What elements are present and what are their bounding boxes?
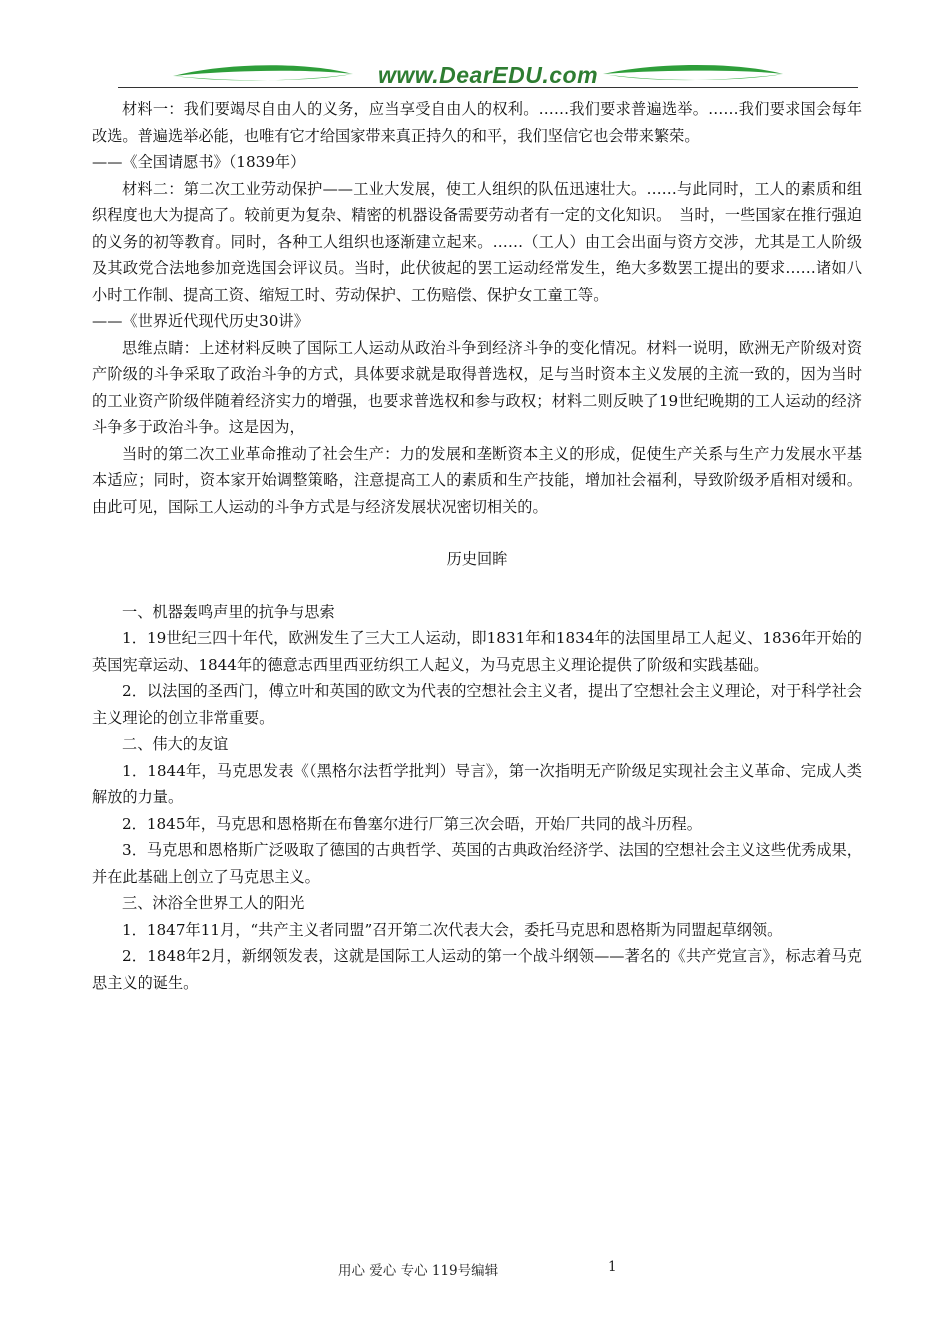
- list-item: 1．1847年11月，“共产主义者同盟”召开第二次代表大会，委托马克思和恩格斯为同盟起草纲领。: [122, 920, 783, 939]
- analysis-paragraph: 思维点睛：上述材料反映了国际工人运动从政治斗争到经济斗争的变化情况。材料一说明，欧洲无产阶级对资产阶级的斗争采取了政治斗争的方式，具体要求就是取得普选权，足与当时资本主义发展的主流一致的，因为当时的工业资产阶级伴随着经济实力的增强，也要求普选权和参与政权；材料二则反映了19世纪晚期的工人运动的经济斗争多于政治斗争。这是因为，: [92, 338, 862, 436]
- section-title: 历史回眸: [446, 550, 508, 568]
- material-two-source: ——《世界近代现代历史30讲》: [92, 312, 309, 330]
- analysis-continuation-paragraph: 当时的第二次工业革命推动了社会生产：力的发展和垄断资本主义的形成，促使生产关系与生产力发展水平基本适应；同时，资本家开始调整策略，注意提高工人的素质和生产技能，增加社会福利，导致阶级矛盾相对缓和。由此可见，国际工人运动的斗争方式是与经济发展状况密切相关的。: [92, 444, 862, 516]
- document-body: [92, 96, 862, 996]
- footer-text: 用心 爱心 专心 119号编辑: [338, 1263, 499, 1279]
- page-number: 1: [608, 1259, 617, 1275]
- section-heading-two: 二、伟大的友谊: [122, 735, 229, 753]
- list-item: 2．1845年，马克思和恩格斯在布鲁塞尔进行厂第三次会晤，开始厂共同的战斗历程。: [122, 814, 702, 833]
- section-heading-one: 一、机器轰鸣声里的抗争与思索: [122, 602, 335, 621]
- spacer: [92, 573, 862, 599]
- list-item: 1．1844年，马克思发表《（黑格尔法哲学批判）导言》，第一次指明无产阶级足实现社会主义革命、完成人类解放的力量。: [92, 761, 862, 806]
- header-divider: [118, 87, 858, 88]
- section-heading-three: 三、沐浴全世界工人的阳光: [122, 894, 305, 912]
- site-logo-text: www.DearEDU.com: [377, 62, 599, 88]
- list-item: 2．1848年2月，新纲领发表，这就是国际工人运动的第一个战斗纲领——著名的《共产党宣言》，标志着马克思主义的诞生。: [92, 947, 862, 992]
- list-item: 1．19世纪三四十年代，欧洲发生了三大工人运动，即1831年和1834年的法国里昂工人起义、1836年开始的英国宪章运动、1844年的德意志西里西亚纺织工人起义，为马克思主义理论提供了阶级和实践基础。: [92, 629, 862, 674]
- material-one-source: ——《全国请愿书》（1839年）: [92, 153, 306, 171]
- list-item: 3．马克思和恩格斯广泛吸取了德国的古典哲学、英国的古典政治经济学、法国的空想社会主义这些优秀成果，并在此基础上创立了马克思主义。: [92, 841, 862, 886]
- list-item: 2．以法国的圣西门，傅立叶和英国的欧文为代表的空想社会主义者，提出了空想社会主义理论，对于科学社会主义理论的创立非常重要。: [92, 682, 862, 727]
- material-two-paragraph: 材料二：第二次工业劳动保护——工业大发展，使工人组织的队伍迅速壮大。……与此同时，工人的素质和组织程度也大为提高了。较前更为复杂、精密的机器设备需要劳动者有一定的文化知识。 当时，一些国家在推行强迫的义务的初等教育。同时，各种工人组织也逐渐建立起来。……（工人）由工会出面与资方交涉，尤其是工人阶级及其政党合法地参加竞选国会评议员。当时，此伏彼起的罢工运动经常发生，绝大多数罢工提出的要求……诸如八小时工作制、提高工资、缩短工时、劳动保护、工伤赔偿、保护女工童工等。: [92, 179, 862, 304]
- spacer: [92, 520, 862, 546]
- material-one-paragraph: 材料一：我们要竭尽自由人的义务，应当享受自由人的权利。……我们要求普遍选举。……我们要求国会每年改选。普遍选举必能，也唯有它才给国家带来真正持久的和平，我们坚信它也会带来繁荣。: [92, 100, 862, 145]
